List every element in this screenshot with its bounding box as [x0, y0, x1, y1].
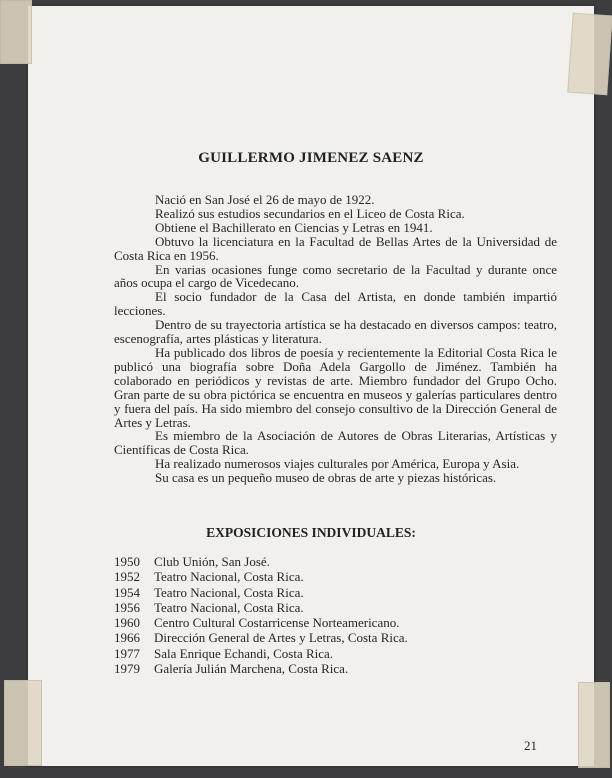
exhibition-venue: Dirección General de Artes y Letras, Costa Rica.: [154, 630, 408, 646]
list-item: [114, 569, 408, 584]
page-number: 21: [524, 738, 537, 753]
bio-paragraph: Obtuvo la licenciatura en la Facultad de Bellas Artes de la Universidad de Costa Rica en 1956.: [114, 233, 557, 263]
biography: [114, 193, 557, 485]
exhibition-venue: Club Unión, San José.: [154, 554, 270, 569]
tape-top-right: [567, 13, 612, 96]
exhibition-venue: Centro Cultural Costarricense Norteamericano.: [154, 615, 400, 631]
exhibition-year: 1956: [114, 599, 140, 615]
exhibition-year: 1950: [114, 554, 140, 569]
list-item: [114, 615, 408, 630]
exhibition-year: 1977: [114, 645, 140, 661]
exhibition-year: 1954: [114, 584, 140, 600]
exhibition-venue: Sala Enrique Echandi, Costa Rica.: [154, 645, 334, 661]
bio-paragraph: Dentro de su trayectoria artística se ha destacado en diversos campos: teatro, escenografía, artes plásticas y literatura.: [114, 317, 557, 347]
list-item: [114, 661, 408, 676]
list-item: [114, 646, 408, 661]
list-item: [114, 554, 408, 569]
tape-top-left: [0, 0, 32, 64]
exhibition-year: 1966: [114, 630, 140, 646]
bio-paragraph: Realizó sus estudios secundarios en el Liceo de Costa Rica.: [155, 205, 465, 221]
exhibition-year: 1952: [114, 569, 140, 585]
exhibition-venue: Galería Julián Marchena, Costa Rica.: [154, 661, 349, 677]
document-page: [28, 6, 594, 766]
exhibition-year: 1960: [114, 615, 140, 631]
bio-paragraph: Obtiene el Bachillerato en Ciencias y Letras en 1941.: [155, 219, 433, 235]
bio-paragraph: Nació en San José el 26 de mayo de 1922.: [155, 192, 375, 207]
bio-paragraph: Ha publicado dos libros de poesía y recientemente la Editorial Costa Rica le publicó una biografía sobre Doña Adela Gargollo de Jiménez. También ha colaborado en periódicos y revistas de arte. Miembro fundador del Grupo Ocho. Gran parte de su obra pictórica se encuentra en museos y galerías particulares dentro y fuera del país. Ha sido miembro del consejo consultivo de la Dirección General de Artes y Letras.: [114, 344, 557, 430]
exhibitions-heading: EXPOSICIONES INDIVIDUALES:: [206, 525, 416, 540]
exhibition-venue: Teatro Nacional, Costa Rica.: [154, 599, 304, 615]
exhibition-venue: Teatro Nacional, Costa Rica.: [154, 584, 304, 600]
exhibition-year: 1979: [114, 661, 140, 677]
exhibition-venue: Teatro Nacional, Costa Rica.: [154, 569, 304, 585]
bio-paragraph: En varias ocasiones funge como secretario de la Facultad y durante once años ocupa el cargo de Vicedecano.: [114, 261, 557, 291]
bio-paragraph: Ha realizado numerosos viajes culturales por América, Europa y Asia.: [155, 456, 520, 472]
tape-bottom-right: [578, 682, 610, 768]
page-title: GUILLERMO JIMENEZ SAENZ: [198, 150, 424, 166]
bio-paragraph: El socio fundador de la Casa del Artista, en donde también impartió lecciones.: [114, 289, 557, 319]
bio-paragraph: Su casa es un pequeño museo de obras de arte y piezas históricas.: [155, 470, 497, 486]
exhibitions-list: [114, 554, 408, 676]
list-item: [114, 600, 408, 615]
list-item: [114, 585, 408, 600]
list-item: [114, 630, 408, 645]
tape-bottom-left: [4, 680, 42, 766]
bio-paragraph: Es miembro de la Asociación de Autores de Obras Literarias, Artísticas y Científicas de Costa Rica.: [114, 428, 557, 458]
